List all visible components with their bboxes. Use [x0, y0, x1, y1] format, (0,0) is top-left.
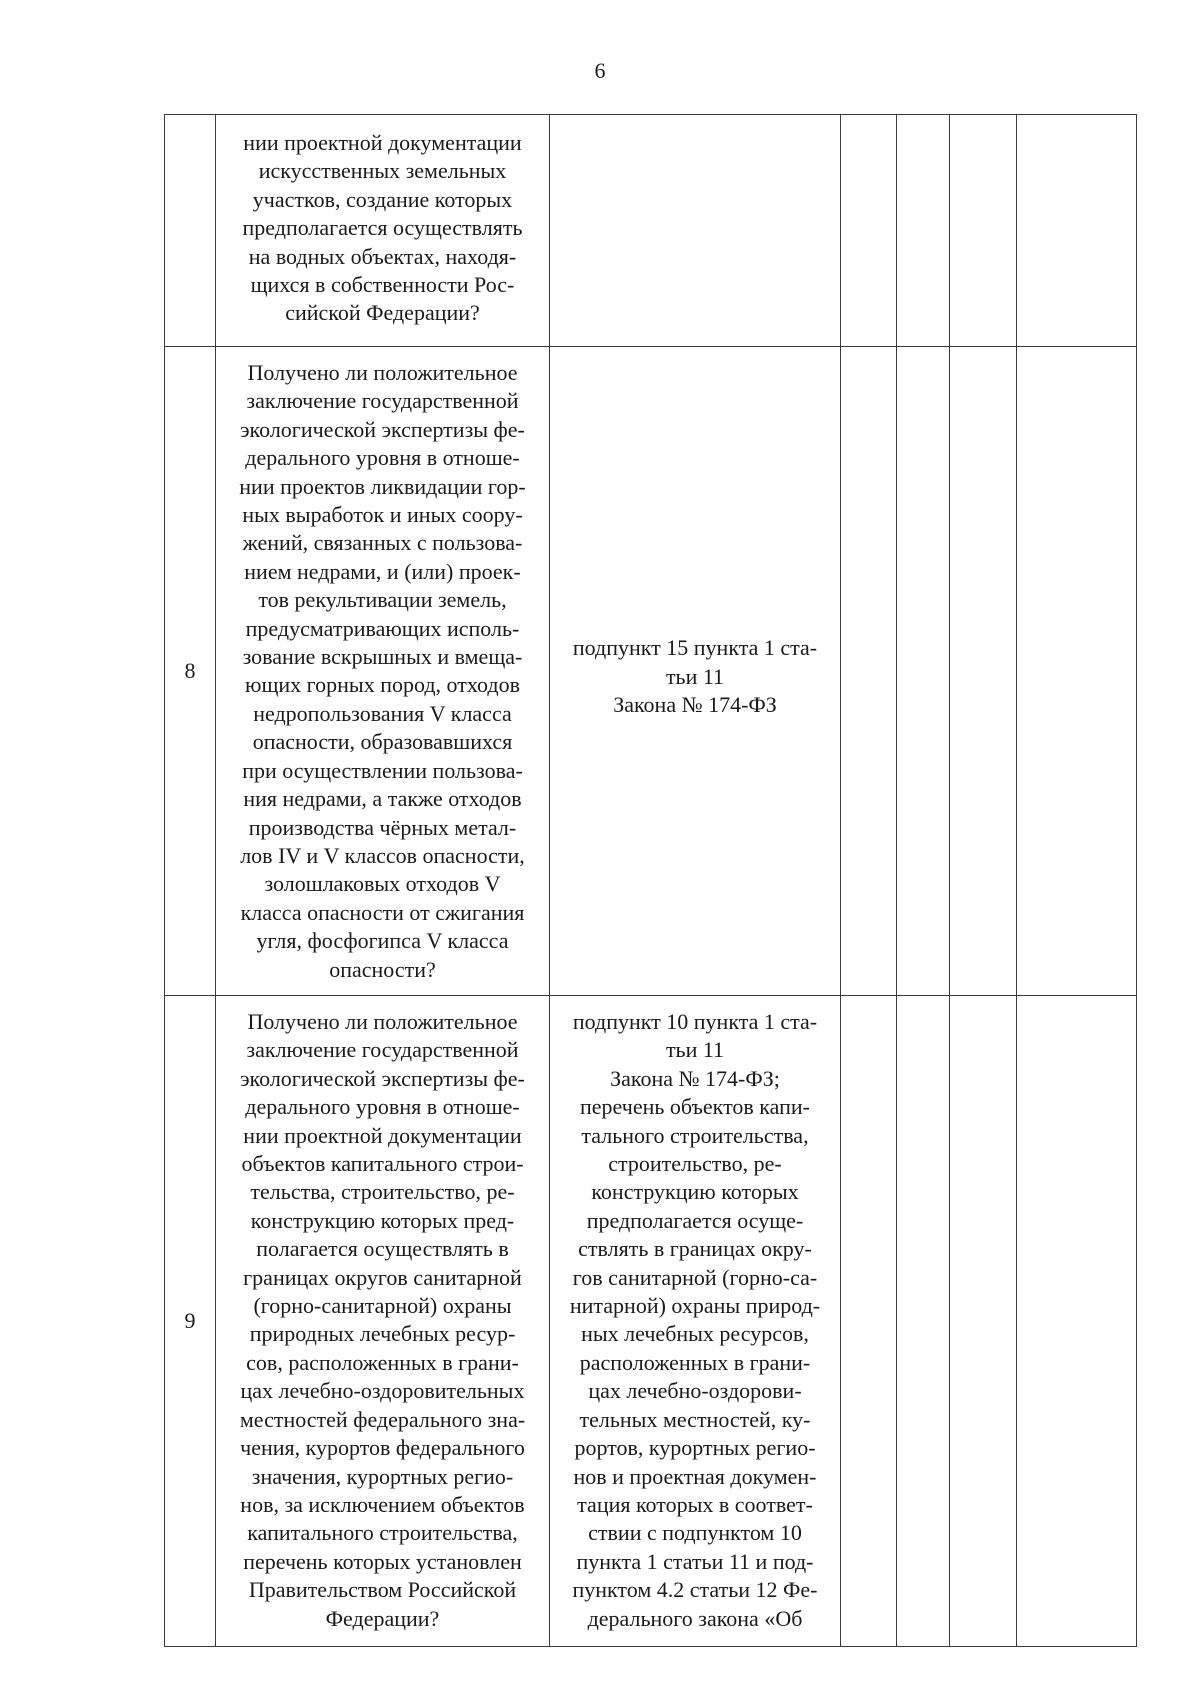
text-line: ствии с подпунктом 10: [588, 1520, 802, 1546]
text-line: ния недрами, а также отходов: [243, 786, 522, 812]
legal-basis-cell: [550, 347, 841, 996]
text-line: природных лечебных ресур-: [249, 1321, 516, 1347]
text-line: расположенных в грани-: [579, 1349, 811, 1375]
text-line: Правительством Российской: [248, 1577, 517, 1603]
text-line: пункта 1 статьи 11 и под-: [576, 1548, 814, 1574]
text-line: нов и проектная докумен-: [573, 1463, 817, 1489]
text-line: дерального уровня в отноше-: [245, 1094, 520, 1120]
text-line: местностей федерального зна-: [239, 1406, 526, 1432]
text-line: гов санитарной (горно-са-: [572, 1264, 818, 1290]
text-line: тьи 11: [665, 1037, 725, 1063]
text-line: значения, курортных регио-: [251, 1463, 514, 1489]
checklist-table: [164, 114, 1137, 1647]
text-line: нием недрами, и (или) проек-: [244, 558, 521, 584]
text-line: лов IV и V классов опасности,: [240, 842, 525, 868]
legal-basis-cell: [550, 996, 841, 1647]
text-line: искусственных земельных: [258, 158, 507, 184]
text-line: экологической экспертизы фе-: [240, 1065, 525, 1091]
text-line: подпункт 10 пункта 1 ста-: [572, 1009, 818, 1034]
text-line: ных лечебных ресурсов,: [581, 1321, 809, 1347]
text-line: тального строительства,: [581, 1122, 809, 1148]
text-line: тов рекультивации земель,: [258, 587, 507, 613]
text-line: опасности?: [329, 956, 436, 982]
text-line: сов, расположенных в грани-: [246, 1349, 519, 1375]
table-row: [165, 347, 1137, 996]
text-line: тация которых в соответ-: [577, 1491, 813, 1517]
text-line: угля, фосфогипса V класса: [256, 928, 509, 954]
text-line: конструкцию которых пред-: [250, 1207, 515, 1233]
page-number: 6: [594, 58, 606, 83]
text-line: щихся в собственности Рос-: [250, 272, 515, 298]
text-line: тельных местностей, ку-: [579, 1406, 811, 1432]
text-line: тьи 11: [665, 663, 725, 689]
notes-cell[interactable]: [1017, 996, 1137, 1647]
text-line: нов, за исключением объектов: [240, 1491, 525, 1517]
text-line: Получено ли положительное: [247, 360, 518, 385]
text-line: участков, создание которых: [252, 186, 513, 212]
text-line: нии проектов ликвидации гор-: [239, 473, 526, 499]
text-line: Федерации?: [325, 1605, 440, 1631]
question-cell: [216, 347, 550, 996]
text-line: ствлять в границах окру-: [578, 1236, 812, 1262]
text-line: заключение государственной: [246, 1037, 519, 1063]
text-line: цах лечебно-оздоровительных: [240, 1378, 525, 1404]
text-line: нии проектной документации: [243, 130, 522, 155]
answer-not-applicable-cell[interactable]: [950, 115, 1017, 347]
text-line: предполагается осуще-: [586, 1207, 804, 1233]
text-line: строительство, ре-: [608, 1151, 782, 1177]
answer-yes-cell[interactable]: [841, 996, 897, 1647]
text-line: предусматривающих исполь-: [245, 615, 520, 641]
text-line: ных выработок и иных соору-: [242, 502, 523, 528]
text-line: ющих горных пород, отходов: [245, 672, 520, 698]
text-line: дерального закона «Об: [587, 1605, 803, 1631]
text-line: предполагается осуществлять: [242, 215, 523, 241]
text-line: Закона № 174-ФЗ;: [610, 1065, 780, 1091]
answer-no-cell[interactable]: [897, 115, 950, 347]
text-line: заключение государственной: [246, 388, 519, 414]
text-line: производства чёрных метал-: [248, 814, 517, 840]
text-line: конструкцию которых: [591, 1179, 799, 1205]
text-line: недропользования V класса: [253, 700, 512, 726]
text-line: класса опасности от сжигания: [240, 899, 525, 925]
question-cell: [216, 996, 550, 1647]
notes-cell[interactable]: [1017, 347, 1137, 996]
notes-cell[interactable]: [1017, 115, 1137, 347]
answer-not-applicable-cell[interactable]: [950, 347, 1017, 996]
row-number-cell: [165, 115, 216, 347]
text-line: полагается осуществлять в: [256, 1236, 509, 1262]
text-line: цах лечебно-оздорови-: [588, 1378, 802, 1404]
text-line: (горно-санитарной) охраны: [253, 1293, 512, 1319]
answer-yes-cell[interactable]: [841, 347, 897, 996]
text-line: экологической экспертизы фе-: [240, 416, 525, 442]
text-line: тельства, строительство, ре-: [250, 1179, 515, 1205]
text-line: перечень которых установлен: [243, 1548, 522, 1574]
text-line: объектов капитального строи-: [241, 1151, 524, 1177]
text-line: Получено ли положительное: [247, 1009, 518, 1034]
table-row: [165, 115, 1137, 347]
text-line: зование вскрышных и вмеща-: [242, 644, 523, 670]
text-line: рортов, курортных регио-: [574, 1435, 816, 1461]
legal-basis-cell: [550, 115, 841, 347]
text-line: дерального уровня в отноше-: [245, 445, 520, 471]
question-cell: [216, 115, 550, 347]
text-line: при осуществлении пользова-: [242, 757, 523, 783]
text-line: перечень объектов капи-: [580, 1094, 810, 1120]
text-line: чения, курортов федерального: [240, 1435, 525, 1461]
row-number-cell: 8: [165, 347, 216, 996]
text-line: Закона № 174-ФЗ: [613, 692, 777, 718]
text-line: сийской Федерации?: [285, 300, 480, 326]
row-number-cell: 9: [165, 996, 216, 1647]
answer-no-cell[interactable]: [897, 347, 950, 996]
text-line: нитарной) охраны природ-: [569, 1293, 821, 1319]
table-row: [165, 996, 1137, 1647]
answer-yes-cell[interactable]: [841, 115, 897, 347]
text-line: жений, связанных с пользова-: [242, 530, 523, 556]
text-line: на водных объектах, находя-: [248, 243, 517, 269]
text-line: золошлаковых отходов V: [264, 871, 501, 897]
text-line: пунктом 4.2 статьи 12 Фе-: [572, 1577, 818, 1603]
text-line: капитального строительства,: [247, 1520, 518, 1546]
answer-no-cell[interactable]: [897, 996, 950, 1647]
text-line: границах округов санитарной: [243, 1264, 522, 1290]
text-line: нии проектной документации: [243, 1122, 522, 1148]
text-line: подпункт 15 пункта 1 ста-: [572, 635, 818, 661]
answer-not-applicable-cell[interactable]: [950, 996, 1017, 1647]
text-line: опасности, образовавшихся: [252, 729, 513, 755]
